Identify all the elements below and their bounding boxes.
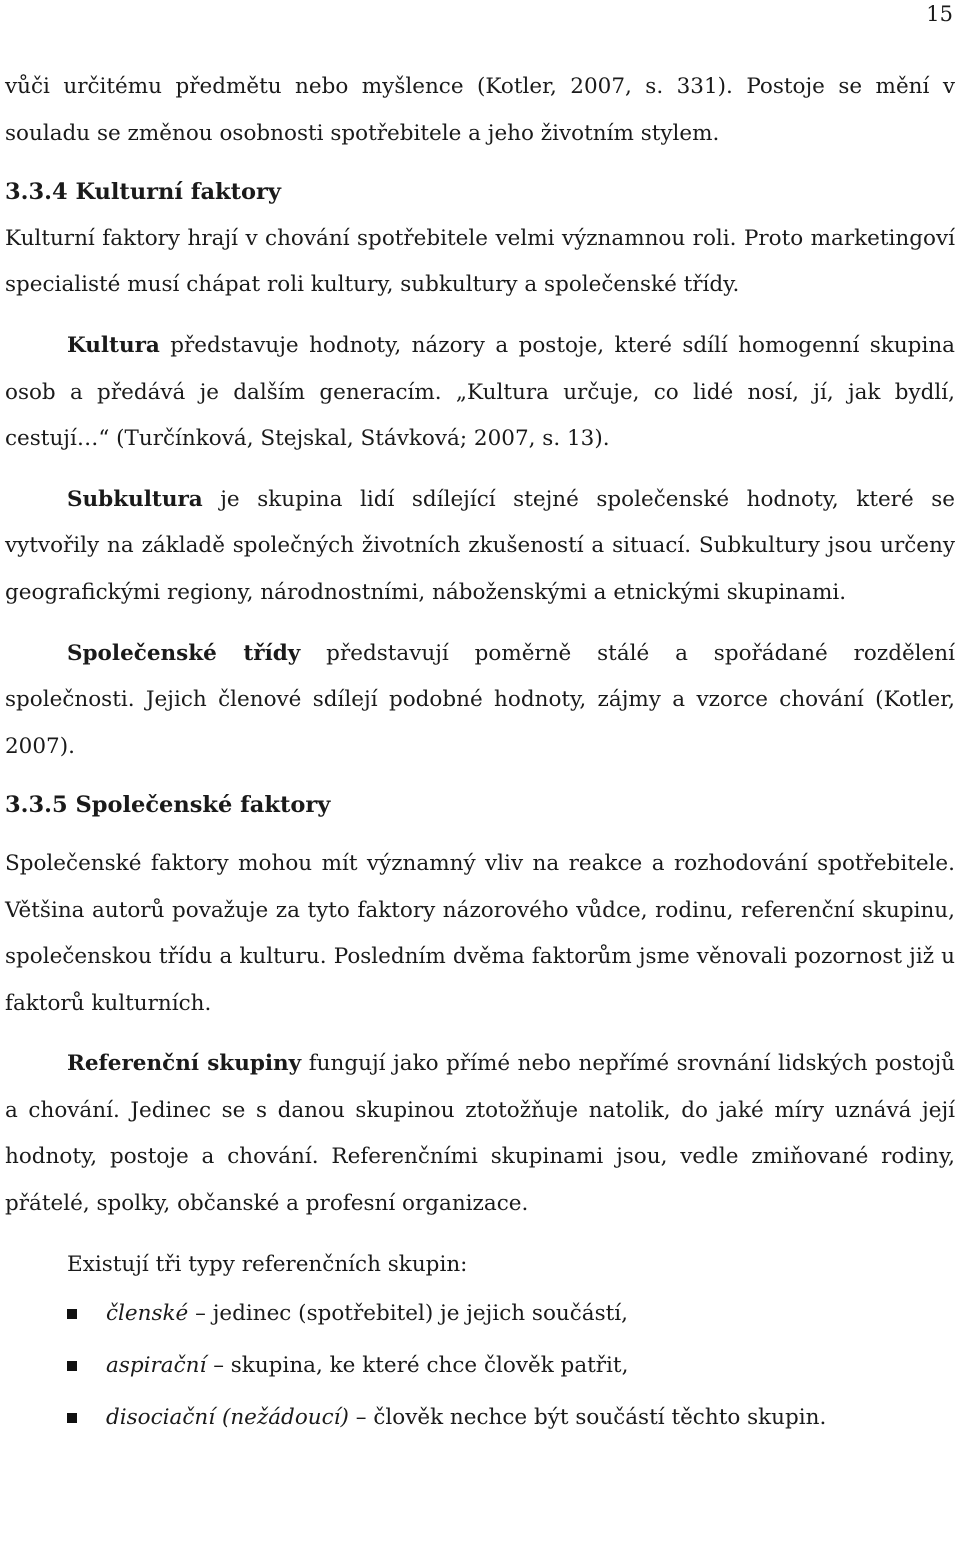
- page-number: 15: [926, 2, 953, 26]
- definition-social-classes: představují poměrně stálé a spořádané rozdělení společnosti. Jejich členové sdílejí podobné hodnoty, zájmy a vzorce chování (Kotler, 2007).: [5, 640, 956, 759]
- list-item: [5, 1340, 955, 1392]
- type-description: – člověk nechce být součástí těchto skupin.: [348, 1405, 827, 1431]
- definition-subculture: je skupina lidí sdílející stejné společenské hodnoty, které se vytvořily na základě společných životních zkušeností a situací. Subkultury jsou určeny geografickými regiony, národnostními, náboženskými a etnickými skupinami.: [5, 486, 955, 605]
- square-bullet-icon: [67, 1361, 77, 1371]
- term-culture: Kultura: [67, 332, 160, 358]
- definition-culture: představuje hodnoty, názory a postoje, které sdílí homogenní skupina osob a předává je dalším generacím. „Kultura určuje, co lidé nosí, jí, jak bydlí, cestují…“ (Turčínková, Stejskal, Stávková; 2007, s. 13).: [5, 332, 955, 452]
- square-bullet-icon: [67, 1413, 77, 1423]
- heading-social-factors: 3.3.5 Společenské faktory: [5, 792, 331, 819]
- paragraph-social-classes: [5, 631, 955, 771]
- list-item: [5, 1288, 955, 1340]
- type-term: aspirační: [106, 1353, 207, 1379]
- paragraph-attitudes: vůči určitému předmětu nebo myšlence (Kotler, 2007, s. 331). Postoje se mění v souladu se změnou osobnosti spotřebitele a jeho životním stylem.: [5, 74, 955, 146]
- type-description: – skupina, ke které chce člověk patřit,: [206, 1353, 629, 1379]
- reference-types-list: [5, 1288, 955, 1444]
- paragraph-culture: [5, 323, 955, 463]
- type-description: – jedinec (spotřebitel) je jejich součástí,: [188, 1301, 628, 1327]
- type-term: disociační (nežádoucí): [106, 1405, 349, 1431]
- list-item: [5, 1392, 955, 1444]
- square-bullet-icon: [67, 1309, 77, 1319]
- definition-reference-groups: fungují jako přímé nebo nepřímé srovnání lidských postojů a chování. Jedinec se s danou skupinou ztotožňuje natolik, do jaké míry uznává její hodnoty, postoje a chování. Referenčními skupinami jsou, vedle zmiňované rodiny, přátelé, spolky, občanské a profesní organizace.: [5, 1051, 955, 1217]
- term-reference-groups: Referenční skupiny: [67, 1051, 302, 1077]
- document-body: [5, 64, 955, 1444]
- paragraph-social-intro: Společenské faktory mohou mít významný vliv na reakce a rozhodování spotřebitele. Většina autorů považuje za tyto faktory názorového vůdce, rodinu, referenční skupinu, společenskou třídu a kulturu. Posledním dvěma faktorům jsme věnovali pozornost již u faktorů kulturních.: [5, 850, 955, 1016]
- paragraph-subculture: [5, 477, 955, 617]
- paragraph-cultural-intro: Kulturní faktory hrají v chování spotřebitele velmi významnou roli. Proto marketingoví specialisté musí chápat roli kultury, subkultury a společenské třídy.: [5, 225, 955, 298]
- paragraph-reference-groups: [5, 1041, 955, 1227]
- heading-cultural-factors: 3.3.4 Kulturní faktory: [5, 179, 281, 206]
- term-subculture: Subkultura: [67, 486, 203, 512]
- reference-types-intro: Existují tři typy referenčních skupin:: [67, 1251, 468, 1277]
- term-social-classes: Společenské třídy: [67, 640, 301, 666]
- type-term: členské: [106, 1301, 189, 1327]
